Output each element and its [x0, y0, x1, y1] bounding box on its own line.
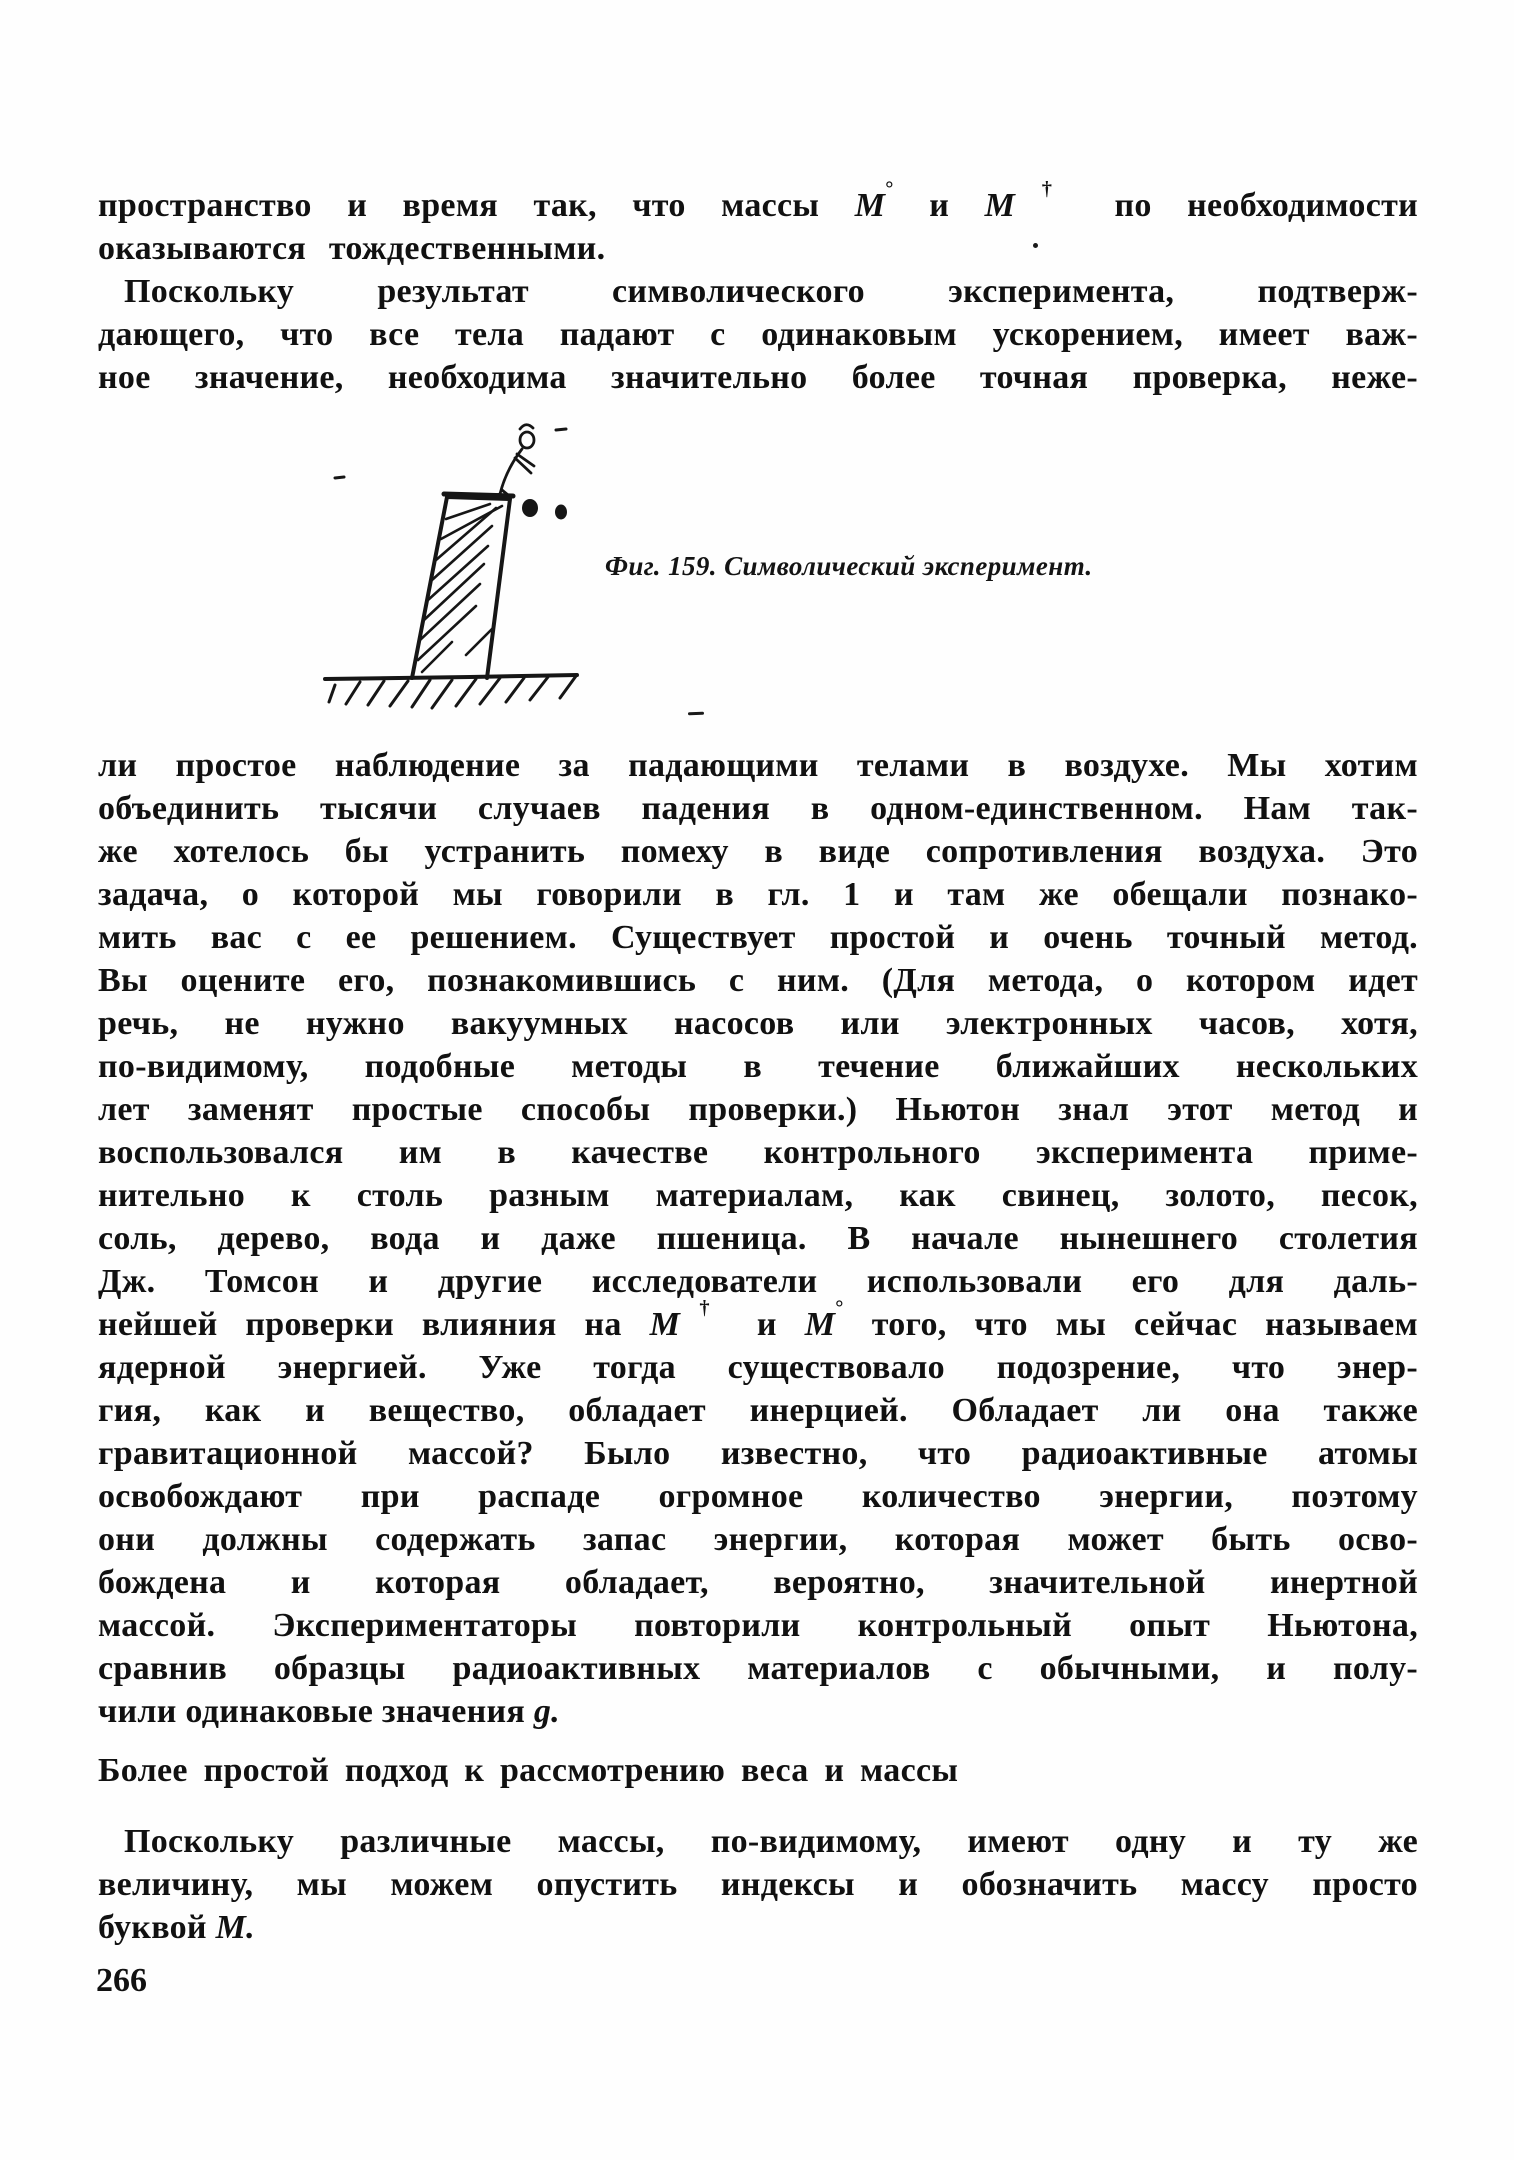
- text-line: ли простое наблюдение за падающими телами в воздухе. Мы хотим: [98, 747, 1418, 784]
- section-heading: Более простой подход к рассмотрению веса и массы: [98, 1752, 959, 1789]
- text-segment: того, что мы сейчас называем: [843, 1306, 1418, 1343]
- text-line: [98, 1906, 1418, 1949]
- scan-artifact-dash: [688, 712, 704, 716]
- text-line: воспользовался им в качестве контрольного эксперимента приме-: [98, 1134, 1418, 1171]
- text-line: ядерной энергией. Уже тогда существовало подозрение, что энер-: [98, 1349, 1418, 1386]
- superscript: °: [835, 1297, 844, 1320]
- text-segment: и: [728, 1306, 805, 1343]
- text-line: по-видимому, подобные методы в течение ближайших нескольких: [98, 1048, 1418, 1085]
- text-line: [98, 178, 1419, 227]
- scan-artifact-dot: [1033, 243, 1038, 248]
- text-line: дающего, что все тела падают с одинаковым ускорением, имеет важ-: [98, 316, 1418, 353]
- mass-symbol: M.: [215, 1909, 255, 1946]
- ground: [325, 675, 577, 708]
- text-line: нительно к столь разным материалам, как свинец, золото, песок,: [98, 1177, 1418, 1214]
- text-segment: и: [893, 187, 985, 224]
- text-line: сравнив образцы радиоактивных материалов с обычными, и полу-: [98, 1650, 1418, 1687]
- superscript: †: [680, 1297, 729, 1320]
- tower-drop-experiment-drawing: [280, 420, 610, 725]
- superscript: °: [885, 178, 894, 201]
- text-segment: чили одинаковые значения: [98, 1693, 534, 1730]
- text-segment: буквой: [98, 1909, 216, 1946]
- mass-symbol: M: [854, 187, 886, 224]
- mass-symbol: M: [649, 1306, 681, 1343]
- text-line: Дж. Томсон и другие исследователи использовали его для даль-: [98, 1263, 1418, 1300]
- text-line: бождена и которая обладает, вероятно, значительной инертной: [98, 1564, 1418, 1601]
- text-line: гия, как и вещество, обладает инерцией. Обладает ли она также: [98, 1392, 1418, 1429]
- text-line: ное значение, необходима значительно более точная проверка, неже-: [98, 359, 1418, 396]
- text-segment: пространство и время так, что массы: [98, 187, 855, 224]
- superscript: †: [1015, 178, 1079, 201]
- text-line: Поскольку результат символического эксперимента, подтверж-: [124, 273, 1418, 310]
- main-text-block: [98, 744, 1418, 1733]
- stick-figure: [494, 425, 534, 496]
- tower: [412, 494, 513, 678]
- text-line: задача, о которой мы говорили в гл. 1 и там же обещали познако-: [98, 876, 1418, 913]
- text-line: соль, дерево, вода и даже пшеница. В начале нынешнего столетия: [98, 1220, 1418, 1257]
- text-line: они должны содержать запас энергии, которая может быть осво-: [98, 1521, 1418, 1558]
- text-line: массой. Экспериментаторы повторили контрольный опыт Ньютона,: [98, 1607, 1418, 1644]
- text-line: [98, 1690, 1418, 1733]
- page-number: 266: [96, 1962, 147, 1999]
- text-segment: нейшей проверки влияния на: [98, 1306, 650, 1343]
- falling-balls: [522, 499, 567, 520]
- text-line: мить вас с ее решением. Существует простой и очень точный метод.: [98, 919, 1418, 956]
- text-line: речь, не нужно вакуумных насосов или электронных часов, хотя,: [98, 1005, 1418, 1042]
- g-symbol: g.: [533, 1693, 560, 1730]
- text-line: объединить тысячи случаев падения в одном-единственном. Нам так-: [98, 790, 1418, 827]
- scan-marks: [335, 429, 566, 478]
- text-line: же хотелось бы устранить помеху в виде сопротивления воздуха. Это: [98, 833, 1418, 870]
- figure-caption: Фиг. 159. Символический эксперимент.: [605, 551, 1093, 581]
- text-line: гравитационной массой? Было известно, что радиоактивные атомы: [98, 1435, 1418, 1472]
- text-line: лет заменят простые способы проверки.) Ньютон знал этот метод и: [98, 1091, 1418, 1128]
- text-line: оказываются тождественными.: [98, 230, 606, 267]
- text-segment: по необходимости: [1078, 187, 1419, 224]
- text-line: [98, 1297, 1418, 1346]
- mass-symbol: M: [804, 1306, 836, 1343]
- text-line: освобождают при распаде огромное количество энергии, поэтому: [98, 1478, 1418, 1515]
- mass-symbol: M: [984, 187, 1016, 224]
- text-line: Поскольку различные массы, по-видимому, имеют одну и ту же: [124, 1823, 1418, 1860]
- text-line: величину, мы можем опустить индексы и обозначить массу просто: [98, 1866, 1418, 1903]
- bottom-text-block: [98, 1820, 1418, 1949]
- top-text-block: [98, 178, 1419, 399]
- text-line: Вы оцените его, познакомившись с ним. (Для метода, о котором идет: [98, 962, 1418, 999]
